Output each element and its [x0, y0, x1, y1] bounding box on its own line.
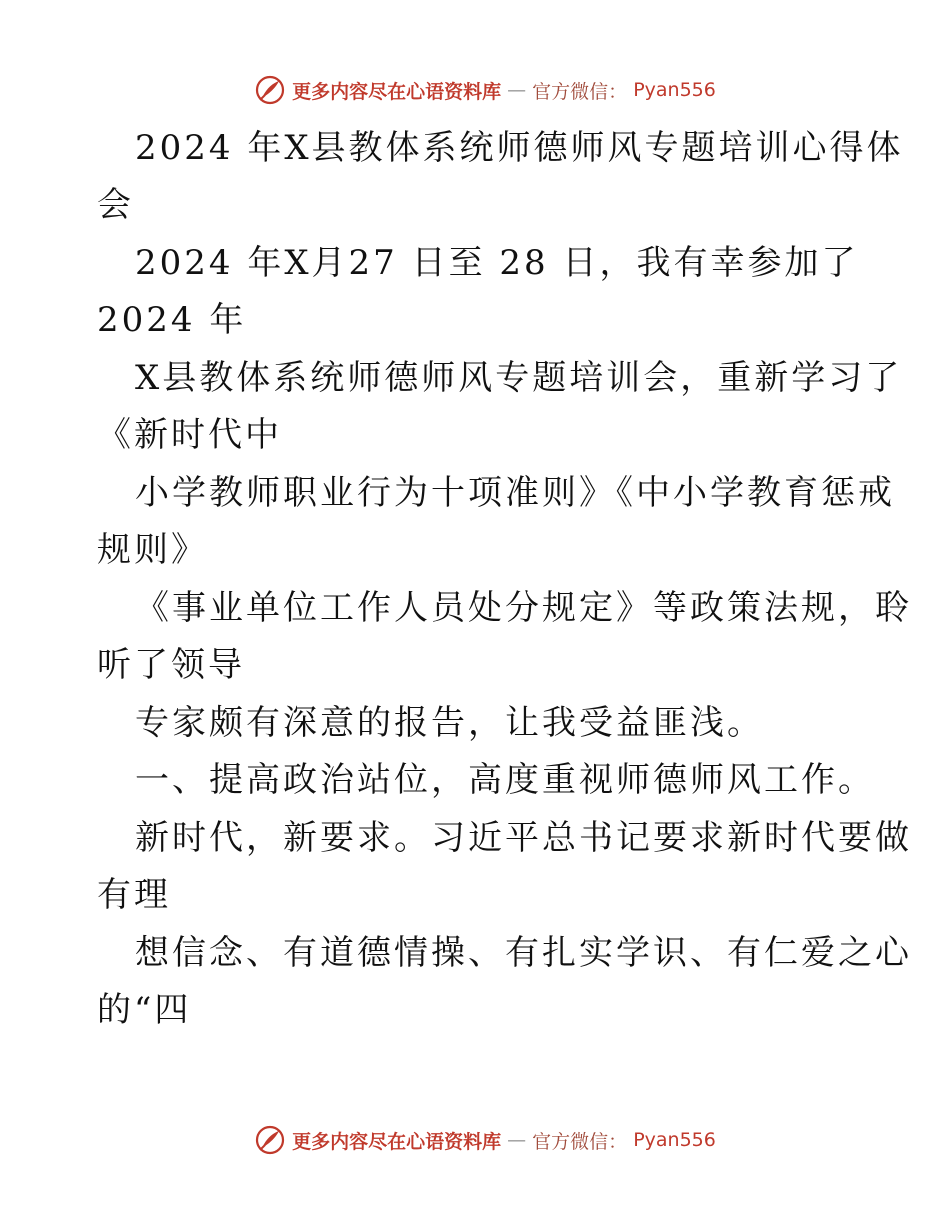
quill-logo-icon — [254, 74, 286, 106]
document-title-line-1: 2024 年X县教体系统师德师风专题培训心得体 — [135, 128, 904, 168]
watermark-wechat-id: Pyan556 — [633, 79, 716, 101]
watermark-wechat-label: 官方微信： — [532, 80, 628, 103]
watermark-wechat-label: 官方微信： — [532, 1130, 628, 1153]
paragraph-line: 新时代，新要求。习近平总书记要求新时代要做 — [135, 818, 912, 858]
document-title-line-2: 会 — [97, 185, 134, 225]
paragraph-line: 《新时代中 — [97, 415, 282, 455]
paragraph-line: 有理 — [97, 875, 171, 915]
watermark-separator: — — [507, 79, 527, 101]
watermark-site-text: 更多内容尽在心语资料库 — [292, 80, 502, 103]
paragraph-line: 2024 年 — [97, 300, 247, 340]
quill-logo-icon — [254, 1124, 286, 1156]
paragraph-line: 小学教师职业行为十项准则》《中小学教育惩戒 — [135, 473, 895, 513]
paragraph-line: 的“四 — [97, 990, 192, 1030]
paragraph-line: 2024 年X月27 日至 28 日，我有幸参加了 — [135, 243, 859, 283]
section-heading: 一、提高政治站位，高度重视师德师风工作。 — [135, 760, 875, 800]
footer-watermark — [0, 1120, 950, 1160]
paragraph-line: 想信念、有道德情操、有扎实学识、有仁爱之心 — [135, 933, 912, 973]
paragraph-line: 《事业单位工作人员处分规定》等政策法规，聆 — [135, 588, 912, 628]
paragraph-line: 听了领导 — [97, 645, 245, 685]
paragraph-line: X县教体系统师德师风专题培训会，重新学习了 — [135, 358, 903, 398]
watermark-separator: — — [507, 1129, 527, 1151]
paragraph-line: 专家颇有深意的报告，让我受益匪浅。 — [135, 703, 764, 743]
header-watermark — [0, 70, 950, 110]
watermark-site-text: 更多内容尽在心语资料库 — [292, 1130, 502, 1153]
paragraph-line: 规则》 — [97, 530, 208, 570]
watermark-wechat-id: Pyan556 — [633, 1129, 716, 1151]
